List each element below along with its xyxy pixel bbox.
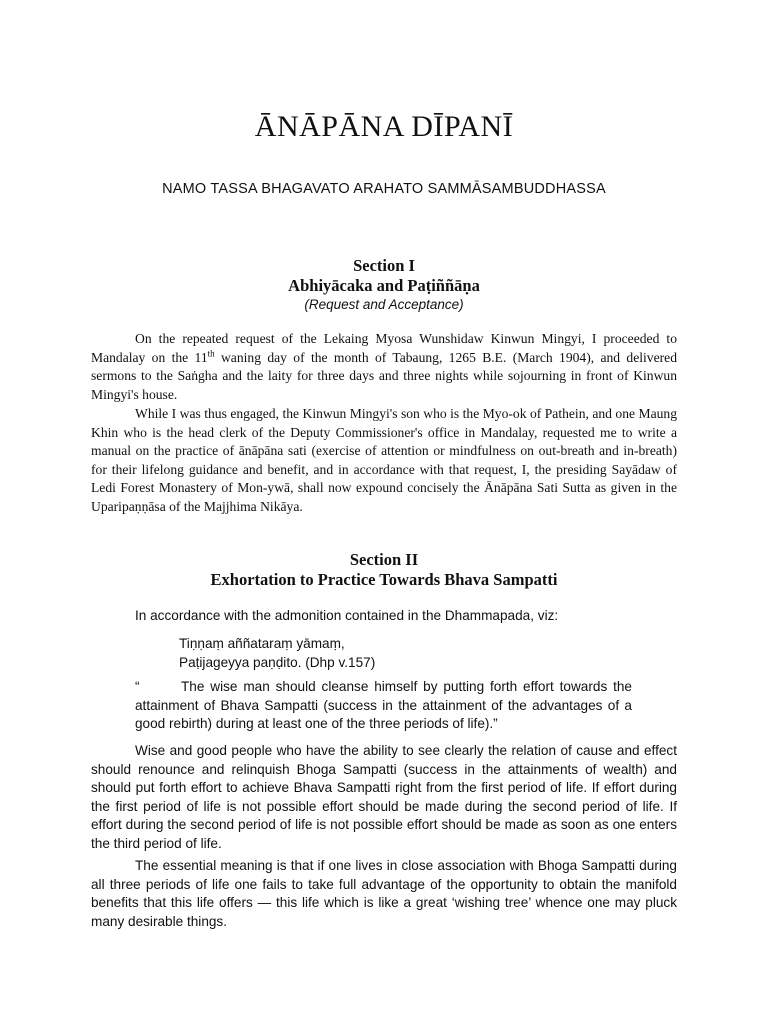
paragraph-text: On the repeated request of the Lekaing Myosa Wunshidaw Kinwun Mingyi, I proceeded to Mandalay on the 11 (91, 331, 677, 365)
verse-translation-text: The wise man should cleanse himself by putting forth effort towards the attainment of Bhava Sampatti (success in the attainment of the advantages of a good rebirth) during at least one of the three periods of life).” (135, 679, 632, 732)
section-2-subheading: Exhortation to Practice Towards Bhava Sampatti (210, 570, 558, 589)
invocation-line: NAMO TASSA BHAGAVATO ARAHATO SAMMĀSAMBUDDHASSA (162, 181, 606, 197)
paragraph-text: waning day of the month of Tabaung, 1265 B.E. (March 1904), and delivered sermons to the Saṅgha and the laity for three days and three nights while sojourning in front of Kinwun Mingyi's house. (91, 349, 677, 402)
opening-quote-mark: “ (135, 679, 140, 694)
section-2-intro: In accordance with the admonition contained in the Dhammapada, viz: (135, 608, 559, 623)
section-1-paragraph-2: While I was thus engaged, the Kinwun Mingyi's son who is the Myo-ok of Pathein, and one Maung Khin who is the head clerk of the Deputy Commissioner's office in Mandalay, requested me to write a manual on the practice of ānāpāna sati (exercise of attention or mindfulness on out-breath and in-breath) for their lifelong guidance and benefit, and in accordance with that request, I, the presiding Sayādaw of Ledi Forest Monastery of Mon-ywā, shall now expound concisely the Ānāpāna Sati Sutta as given in the Uparipaṇṇāsa of the Majjhima Nikāya. (91, 406, 677, 514)
section-1-paragraph-1 (91, 330, 677, 404)
section-1-heading: Section I (353, 256, 415, 275)
pali-verse-line-1: Tiṇṇaṃ aññataraṃ yāmaṃ, (179, 636, 345, 651)
section-2-heading: Section II (349, 550, 419, 569)
pali-verse-line-2: Paṭijageyya paṇḍito. (Dhp v.157) (179, 655, 376, 670)
section-2-paragraph-2: The essential meaning is that if one lives in close association with Bhoga Sampatti during all three periods of life one fails to take full advantage of the opportunity to obtain the manifold benefits that this life offers — this life which is like a great ‘wishing tree’ whence one may pluck many desirable things. (91, 858, 677, 929)
section-2-paragraph-1: Wise and good people who have the ability to see clearly the relation of cause and effect should renounce and relinquish Bhoga Sampatti (success in the attainments of wealth) and should put forth effort to achieve Bhava Sampatti right from the first period of life. If effort during the first period of life is not possible effort should be made during the second period of life. If effort during the second period of life is not possible effort should be made as soon as one enters the third period of life. (91, 743, 677, 851)
section-1-note: (Request and Acceptance) (304, 297, 464, 312)
section-1-subheading: Abhiyācaka and Paṭiññāṇa (288, 276, 480, 295)
document-title: ĀNĀPĀNA DĪPANĪ (254, 110, 514, 143)
ordinal-suffix: th (207, 348, 215, 359)
verse-translation (135, 678, 632, 734)
